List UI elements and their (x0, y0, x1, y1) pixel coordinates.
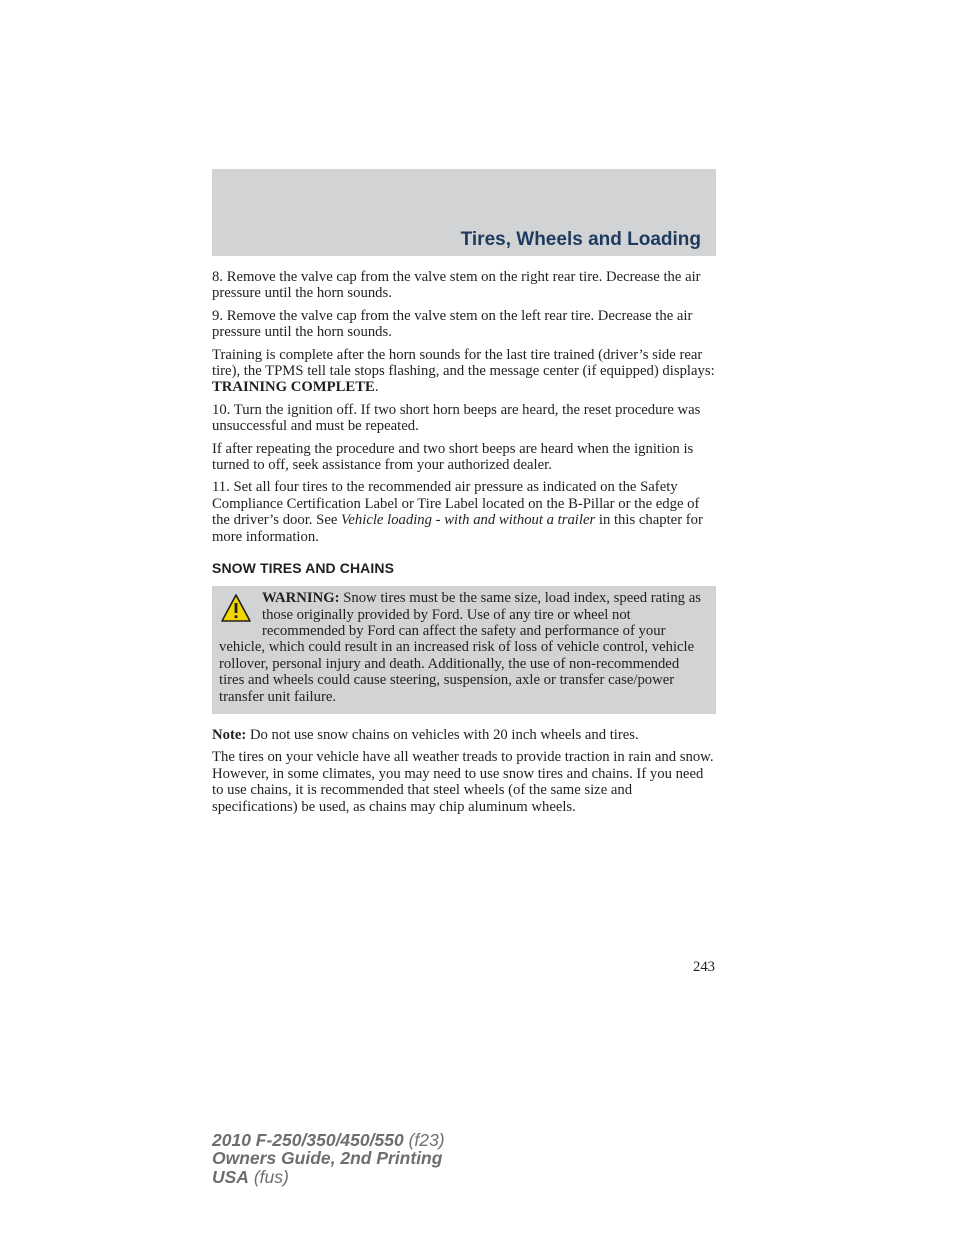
training-period: . (374, 379, 379, 396)
step-9: 9. Remove the valve cap from the valve stem on the left rear tire. Decrease the air pressure until the horn sounds. (212, 307, 693, 341)
footer-line-2: Owners Guide, 2nd Printing (212, 1148, 443, 1169)
training-complete-message: TRAINING COMPLETE (212, 379, 375, 396)
footer-market-code: (fus) (248, 1166, 289, 1187)
step-11-text: 11. Set all four tires to the recommended air pressure as indicated on the Safety Compliance Certification Label or Tire Label located on the B-Pillar or the edge of the driver’s door. See (212, 479, 700, 529)
step-10: 10. Turn the ignition off. If two short horn beeps are heard, the reset procedure was unsuccessful and must be repeated. (212, 401, 701, 435)
note-paragraph (212, 727, 716, 743)
note-text: Do not use snow chains on vehicles with 20 inch wheels and tires. (246, 726, 639, 743)
footer-market: USA (212, 1166, 249, 1187)
chapter-title: Tires, Wheels and Loading (460, 229, 701, 250)
training-text: Training is complete after the horn sounds for the last tire trained (driver’s side rear tire), the TPMS tell tale stops flashing, and the message center (if equipped) displays: (212, 346, 715, 380)
footer-model-code: (f23) (403, 1130, 445, 1150)
page-number: 243 (692, 959, 715, 975)
document-footer (212, 1131, 445, 1186)
footer-line-3 (212, 1168, 445, 1186)
chapter-header-band (212, 169, 716, 256)
snow-body-paragraph: The tires on your vehicle have all weather treads to provide traction in rain and snow. However, in some climates, you may need to use snow tires and chains. If you need to use chains, it is recommended that steel wheels (of the same size and specifications) be used, as chains may chip aluminum wheels. (212, 749, 714, 815)
warning-triangle-icon (220, 593, 252, 623)
repeat-paragraph: If after repeating the procedure and two short beeps are heard when the ignition is turned to off, seek assistance from your authorized dealer. (212, 440, 694, 474)
warning-text (219, 590, 708, 705)
training-paragraph (212, 347, 716, 396)
warning-box (212, 586, 716, 714)
cross-reference-link[interactable]: Vehicle loading - with and without a trailer (341, 512, 596, 529)
footer-model: 2010 F-250/350/450/550 (212, 1130, 404, 1150)
warning-body: Snow tires must be the same size, load index, speed rating as those originally provided by Ford. Use of any tire or wheel not recommended by Ford can affect the safety and performance of your vehicle, which could result in an increased risk of loss of vehicle control, vehicle rollover, personal injury and death. Additionally, the use of non-recommended tires and wheels could cause steering, suspension, axle or transfer case/power transfer unit failure. (219, 590, 701, 705)
note-label: Note: (212, 726, 247, 743)
warning-label: WARNING: (262, 590, 340, 607)
step-8: 8. Remove the valve cap from the valve stem on the right rear tire. Decrease the air pressure until the horn sounds. (212, 269, 701, 302)
page-content (212, 269, 716, 821)
step-11-tail: in this chapter for more information. (212, 512, 703, 545)
footer-line-1 (212, 1131, 445, 1149)
section-heading: SNOW TIRES AND CHAINS (212, 560, 395, 577)
step-11 (212, 479, 716, 545)
